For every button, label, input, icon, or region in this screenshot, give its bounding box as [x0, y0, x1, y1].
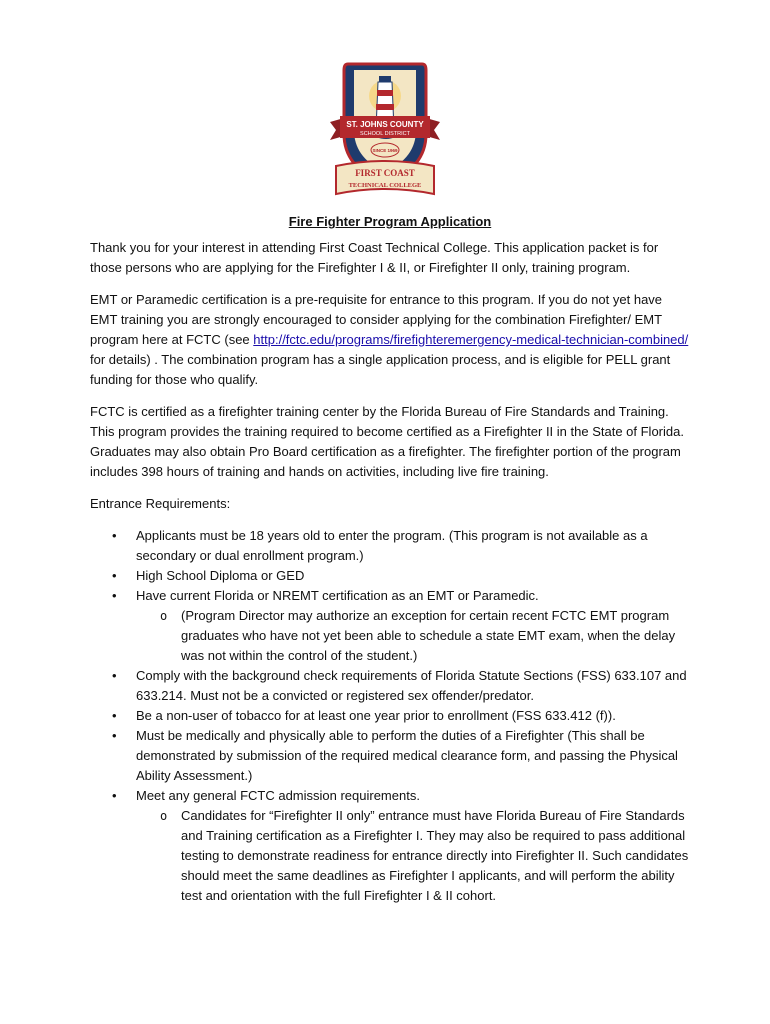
emt-paragraph-start: EMT or Paramedic certification is a pre-requisite for entrance to this program. If you do not yet have EMT training you are strongly encouraged to consider applying for the combination Firefighter/ EMT program here at FCTC (see — [90, 292, 663, 347]
emt-paragraph-end: for details) . The combination program has a single application process, and is eligible for PELL grant funding for those who qualify. — [90, 352, 671, 387]
requirement-item — [90, 666, 690, 706]
requirement-text: Must be medically and physically able to perform the duties of a Firefighter (This shall be demonstrated by submission of the required medical clearance form, and passing the Physical Ability Assessment.) — [136, 728, 678, 783]
logo-since: SINCE 1969 — [372, 148, 398, 153]
logo-college-line1: FIRST COAST — [355, 168, 415, 178]
college-logo — [326, 56, 444, 198]
requirement-item — [90, 566, 690, 586]
sub-requirement-item: o (Program Director may authorize an exception for certain recent FCTC EMT program graduates who have not yet been able to schedule a state EMT exam, when the delay was not within the control of the student.) — [136, 606, 690, 666]
logo-district-line1: ST. JOHNS COUNTY — [346, 120, 424, 129]
logo-college-line2: TECHNICAL COLLEGE — [348, 182, 422, 189]
requirement-item — [90, 726, 690, 786]
sub-requirement-item: o Candidates for “Firefighter II only” entrance must have Florida Bureau of Fire Standards and Training certification as a Firefighter I. They may also be required to pass additional testing to demonstrate readiness for entrance directly into Firefighter II. Such candidates should meet the same deadlines as Firefighter I applicants, and will perform the ability test and orientation with the full Firefighter I & II cohort. — [136, 806, 690, 906]
requirements-list — [90, 526, 690, 906]
sub-requirement-list — [136, 606, 690, 666]
emt-paragraph — [90, 290, 690, 390]
document-title: Fire Fighter Program Application — [288, 214, 492, 229]
combined-program-link[interactable]: http://fctc.edu/programs/firefighteremergency-medical-technician-combined/ — [253, 332, 689, 347]
requirement-item — [90, 586, 690, 666]
requirement-text: Have current Florida or NREMT certification as an EMT or Paramedic. — [136, 588, 539, 603]
intro-paragraph: Thank you for your interest in attending First Coast Technical College. This application packet is for those persons who are applying for the Firefighter I & II, or Firefighter II only, training program. — [90, 240, 659, 275]
requirement-item — [90, 706, 690, 726]
requirement-item — [90, 526, 690, 566]
document-body — [90, 208, 690, 906]
requirement-text: Meet any general FCTC admission requirements. — [136, 788, 420, 803]
fctc-paragraph: FCTC is certified as a firefighter training center by the Florida Bureau of Fire Standards and Training. This program provides the training required to become certified as a Firefighter II in the State of Florida. Graduates may also obtain Pro Board certification as a firefighter. The firefighter portion of the program includes 398 hours of training and hands on activities, including live fire training. — [90, 404, 684, 479]
requirement-text: Be a non-user of tobacco for at least one year prior to enrollment (FSS 633.412 (f)). — [136, 708, 616, 723]
requirement-text: Comply with the background check requirements of Florida Statute Sections (FSS) 633.107 and 633.214. Must not be a convicted or registered sex offender/predator. — [136, 668, 687, 703]
requirements-heading: Entrance Requirements: — [90, 496, 231, 511]
requirement-item — [90, 786, 690, 906]
logo-district-line2: SCHOOL DISTRICT — [360, 131, 410, 137]
requirement-text: Applicants must be 18 years old to enter the program. (This program is not available as a secondary or dual enrollment program.) — [136, 528, 648, 563]
sub-requirement-list — [136, 806, 690, 906]
requirement-text: High School Diploma or GED — [136, 568, 305, 583]
